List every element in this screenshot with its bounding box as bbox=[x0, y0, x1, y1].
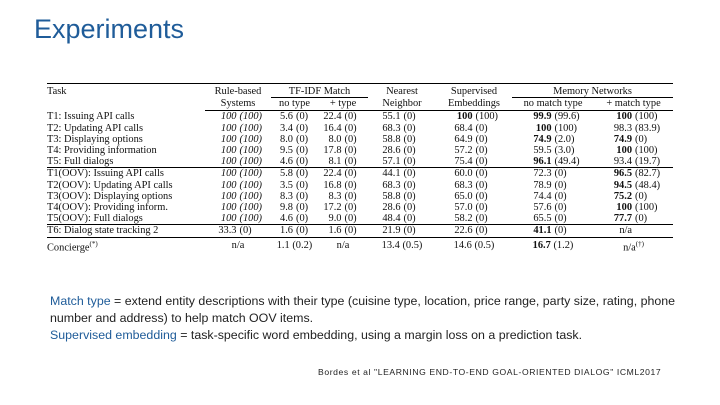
paren-value: (100) bbox=[239, 156, 263, 168]
cell-tfidf-no bbox=[271, 156, 318, 168]
paren-value: (1.2) bbox=[553, 240, 574, 252]
value: n/a bbox=[619, 225, 633, 237]
paren-value: (0) bbox=[403, 190, 416, 202]
paren-value: (0) bbox=[403, 179, 416, 191]
paren-value: (0) bbox=[554, 225, 567, 237]
table-row bbox=[47, 134, 673, 145]
paren-value: (99.6) bbox=[554, 111, 580, 123]
value: 1.1 bbox=[276, 240, 290, 252]
cell-task: T1(OOV): Issuing API calls bbox=[47, 168, 205, 180]
paren-value: (0) bbox=[403, 145, 416, 157]
paren-value: (0) bbox=[296, 168, 309, 180]
header-supervised-2: Embeddings bbox=[436, 98, 512, 111]
value: 1.6 bbox=[328, 225, 342, 237]
header-task: Task bbox=[47, 86, 67, 97]
paren-value: (100) bbox=[635, 202, 658, 214]
cell-nearest bbox=[368, 168, 436, 180]
cell-tfidf-no bbox=[271, 168, 318, 180]
cell-task: T3: Displaying options bbox=[47, 133, 143, 145]
cell-tfidf-no bbox=[271, 225, 318, 237]
value: 64.9 bbox=[454, 133, 473, 145]
value: n/a bbox=[623, 242, 636, 254]
cell-memnet-plus bbox=[594, 225, 673, 237]
paren-value: (0) bbox=[635, 133, 648, 145]
cell-rule-based bbox=[205, 168, 271, 180]
paren-value: (19.7) bbox=[635, 156, 661, 168]
cell-memnet-plus bbox=[594, 134, 673, 145]
value: 100 bbox=[220, 156, 237, 168]
value: 59.5 bbox=[533, 145, 552, 157]
paren-value: (0) bbox=[344, 168, 357, 180]
value: 5.6 bbox=[280, 111, 293, 123]
value: 13.4 bbox=[381, 240, 400, 252]
value: 57.1 bbox=[382, 156, 401, 168]
paren-value: (0) bbox=[344, 111, 357, 123]
paren-value: (0.2) bbox=[292, 240, 313, 252]
value: 14.6 bbox=[453, 240, 472, 252]
cell-memnet-plus bbox=[594, 168, 673, 180]
table-row bbox=[47, 168, 673, 180]
header-tfidf-plus-type: + type bbox=[318, 98, 368, 111]
paren-value: (0) bbox=[344, 133, 357, 145]
cell-memnet-no bbox=[512, 191, 594, 202]
value: 60.0 bbox=[454, 168, 473, 180]
paren-value: (0.5) bbox=[402, 240, 423, 252]
value: 68.4 bbox=[454, 122, 473, 134]
cell-memnet-plus bbox=[594, 111, 673, 123]
cell-memnet-no bbox=[512, 111, 594, 123]
value: 96.5 bbox=[613, 168, 633, 180]
paren-value: (0) bbox=[344, 156, 357, 168]
paren-value: (0) bbox=[296, 111, 309, 123]
paren-value: (0) bbox=[475, 168, 488, 180]
paren-value: (0) bbox=[403, 213, 416, 225]
cell-supervised bbox=[436, 123, 512, 134]
value: 17.2 bbox=[323, 202, 342, 214]
cell-tfidf-no bbox=[271, 123, 318, 134]
cell-rule-based bbox=[205, 202, 271, 213]
paren-value: (0) bbox=[554, 202, 567, 214]
paren-value: (0) bbox=[296, 190, 309, 202]
cell-task: T6: Dialog state tracking 2 bbox=[47, 225, 205, 237]
value: 98.3 bbox=[613, 122, 633, 134]
value: 100 bbox=[220, 111, 237, 123]
value: 94.5 bbox=[613, 179, 633, 191]
citation: Bordes et al "LEARNING END-TO-END GOAL-ORIENTED DIALOG" ICML2017 bbox=[318, 367, 662, 377]
value: 68.3 bbox=[454, 179, 473, 191]
cell-nearest bbox=[368, 134, 436, 145]
results-table bbox=[47, 83, 673, 280]
cell-memnet-plus bbox=[594, 202, 673, 213]
value: 8.1 bbox=[328, 156, 342, 168]
cell-rule-based bbox=[205, 111, 271, 123]
table-row bbox=[47, 202, 673, 213]
cell-rule-based bbox=[205, 123, 271, 134]
value: 100 bbox=[220, 145, 237, 157]
cell-tfidf-plus bbox=[318, 180, 368, 191]
cell-nearest bbox=[368, 123, 436, 134]
paren-value: (0) bbox=[403, 133, 416, 145]
supervised-embedding-term: Supervised embedding bbox=[50, 328, 177, 342]
cell-memnet-plus bbox=[594, 191, 673, 202]
value: 72.3 bbox=[533, 168, 552, 180]
paren-value: (2.0) bbox=[554, 133, 575, 145]
value: 100 bbox=[220, 122, 237, 134]
value: 100 bbox=[535, 122, 552, 134]
header-rule-based-1: Rule-based bbox=[214, 86, 262, 97]
cell-memnet-no bbox=[512, 225, 594, 237]
table-row bbox=[47, 191, 673, 202]
paren-value: (3.0) bbox=[554, 145, 575, 157]
cell-supervised bbox=[436, 134, 512, 145]
cell-nearest bbox=[368, 145, 436, 156]
header-memnet-no-match: no match type bbox=[512, 98, 594, 111]
value: 100 bbox=[616, 202, 633, 214]
cell-memnet-no bbox=[512, 168, 594, 180]
table-row bbox=[47, 111, 673, 123]
cell-rule-based bbox=[205, 213, 271, 225]
value: 16.4 bbox=[323, 122, 342, 134]
paren-value: (100) bbox=[239, 202, 263, 214]
cell-memnet-plus bbox=[594, 156, 673, 168]
value: 41.1 bbox=[533, 225, 552, 237]
value: 58.2 bbox=[454, 213, 473, 225]
concierge-dagger-sup: (†) bbox=[635, 239, 644, 248]
value: 5.8 bbox=[280, 168, 293, 180]
cell-nearest bbox=[368, 213, 436, 225]
paren-value: (100) bbox=[239, 111, 263, 123]
value: 74.4 bbox=[533, 190, 552, 202]
value: 44.1 bbox=[382, 168, 401, 180]
value: 68.3 bbox=[382, 179, 401, 191]
paren-value: (48.4) bbox=[635, 179, 661, 191]
match-type-term: Match type bbox=[50, 294, 111, 308]
cell-task: T2(OOV): Updating API calls bbox=[47, 179, 173, 191]
value: 28.6 bbox=[382, 202, 401, 214]
cell-rule-based bbox=[205, 145, 271, 156]
cell-supervised bbox=[436, 191, 512, 202]
value: 100 bbox=[220, 213, 237, 225]
paren-value: (100) bbox=[239, 190, 263, 202]
header-memnet-plus-match: + match type bbox=[594, 98, 673, 111]
value: 4.6 bbox=[280, 156, 293, 168]
value: 57.6 bbox=[533, 202, 552, 214]
paren-value: (0) bbox=[635, 190, 648, 202]
paren-value: (0) bbox=[403, 156, 416, 168]
paren-value: (0) bbox=[344, 202, 357, 214]
paren-value: (100) bbox=[239, 168, 263, 180]
cell-tfidf-plus bbox=[318, 156, 368, 168]
cell-nearest bbox=[368, 202, 436, 213]
value: 28.6 bbox=[382, 145, 401, 157]
cell-rule-based bbox=[205, 191, 271, 202]
paren-value: (0) bbox=[635, 213, 648, 225]
header-tfidf: TF-IDF Match bbox=[271, 84, 368, 98]
paren-value: (100) bbox=[554, 122, 578, 134]
table-row bbox=[47, 213, 673, 225]
cell-task: T4: Providing information bbox=[47, 145, 157, 157]
value: 9.0 bbox=[328, 213, 342, 225]
slide-title: Experiments bbox=[34, 14, 185, 44]
value: 78.9 bbox=[533, 179, 552, 191]
cell-tfidf-no bbox=[271, 111, 318, 123]
cell-nearest bbox=[368, 180, 436, 191]
table-row bbox=[47, 123, 673, 134]
value: 100 bbox=[616, 145, 633, 157]
cell-memnet-no bbox=[512, 123, 594, 134]
value: 100 bbox=[220, 202, 237, 214]
cell-tfidf-plus bbox=[318, 111, 368, 123]
cell-tfidf-plus bbox=[318, 168, 368, 180]
paren-value: (0) bbox=[296, 179, 309, 191]
value: 33.3 bbox=[218, 225, 237, 237]
supervised-embedding-definition: = task-specific word embedding, using a margin loss on a prediction task. bbox=[176, 328, 583, 342]
header-rule-based-2: Systems bbox=[205, 98, 271, 111]
value: 68.3 bbox=[382, 122, 401, 134]
cell-supervised bbox=[436, 213, 512, 225]
cell-nearest bbox=[368, 237, 436, 253]
header-nearest-2: Neighbor bbox=[368, 98, 436, 111]
paren-value: (100) bbox=[635, 111, 658, 123]
paren-value: (0) bbox=[403, 202, 416, 214]
value: 100 bbox=[220, 133, 237, 145]
value: 22.4 bbox=[323, 168, 342, 180]
table-row bbox=[47, 180, 673, 191]
paren-value: (0) bbox=[296, 145, 309, 157]
value: 74.9 bbox=[533, 133, 552, 145]
header-supervised-1: Supervised bbox=[450, 86, 498, 97]
paren-value: (0) bbox=[403, 225, 416, 237]
paren-value: (0) bbox=[475, 225, 488, 237]
paren-value: (100) bbox=[239, 122, 263, 134]
table-body bbox=[47, 111, 673, 237]
cell-tfidf-no bbox=[271, 191, 318, 202]
paren-value: (0) bbox=[403, 168, 416, 180]
paren-value: (0) bbox=[344, 190, 357, 202]
cell-memnet-plus bbox=[594, 123, 673, 134]
value: 9.5 bbox=[280, 145, 293, 157]
cell-memnet-plus bbox=[594, 145, 673, 156]
value: 100 bbox=[220, 168, 237, 180]
paren-value: (0) bbox=[296, 156, 309, 168]
paren-value: (100) bbox=[635, 145, 658, 157]
value: 1.6 bbox=[280, 225, 293, 237]
paren-value: (0) bbox=[344, 213, 357, 225]
paren-value: (0) bbox=[475, 179, 488, 191]
cell-tfidf-plus bbox=[318, 145, 368, 156]
value: 99.9 bbox=[533, 111, 552, 123]
cell-supervised bbox=[436, 225, 512, 237]
cell-memnet-no bbox=[512, 156, 594, 168]
paren-value: (0) bbox=[296, 122, 309, 134]
cell-memnet-no bbox=[512, 202, 594, 213]
paren-value: (0) bbox=[296, 213, 309, 225]
value: 8.3 bbox=[328, 190, 342, 202]
value: 75.4 bbox=[454, 156, 473, 168]
cell-memnet-plus bbox=[594, 180, 673, 191]
cell-supervised bbox=[436, 111, 512, 123]
cell-tfidf-no bbox=[271, 134, 318, 145]
paren-value: (0) bbox=[296, 225, 309, 237]
value: 55.1 bbox=[382, 111, 401, 123]
cell-tfidf-plus: n/a bbox=[318, 237, 368, 253]
value: 16.8 bbox=[323, 179, 342, 191]
description bbox=[50, 293, 690, 344]
value: 22.6 bbox=[454, 225, 473, 237]
value: 3.5 bbox=[280, 179, 293, 191]
cell-memnet-plus bbox=[594, 213, 673, 225]
cell-nearest bbox=[368, 191, 436, 202]
cell-tfidf-plus bbox=[318, 225, 368, 237]
value: 75.2 bbox=[613, 190, 633, 202]
header-tfidf-no-type: no type bbox=[271, 98, 318, 111]
paren-value: (0) bbox=[344, 122, 357, 134]
paren-value: (0) bbox=[475, 190, 488, 202]
value: 100 bbox=[616, 111, 633, 123]
cell-memnet-no bbox=[512, 134, 594, 145]
cell-memnet-no bbox=[512, 237, 594, 253]
paren-value: (0) bbox=[239, 225, 252, 237]
cell-task: T5: Full dialogs bbox=[47, 156, 114, 168]
paren-value: (0) bbox=[475, 213, 488, 225]
cell-tfidf-no bbox=[271, 202, 318, 213]
cell-supervised bbox=[436, 145, 512, 156]
cell-memnet-no bbox=[512, 145, 594, 156]
table-row bbox=[47, 145, 673, 156]
table-row bbox=[47, 225, 673, 237]
cell-task: T5(OOV): Full dialogs bbox=[47, 213, 143, 225]
paren-value: (0) bbox=[554, 168, 567, 180]
header-memnet: Memory Networks bbox=[512, 84, 673, 98]
cell-supervised bbox=[436, 202, 512, 213]
value: 9.8 bbox=[280, 202, 293, 214]
cell-tfidf-plus bbox=[318, 134, 368, 145]
cell-task: T3(OOV): Displaying options bbox=[47, 190, 173, 202]
match-type-definition: = extend entity descriptions with their type (cuisine type, location, price range, party size, rating, phone number and address) to help match OOV items. bbox=[50, 294, 676, 325]
value: 58.8 bbox=[382, 133, 401, 145]
paren-value: (100) bbox=[239, 179, 263, 191]
cell-rule-based: n/a bbox=[205, 237, 271, 253]
value: 65.0 bbox=[454, 190, 473, 202]
cell-tfidf-no bbox=[271, 213, 318, 225]
value: 100 bbox=[220, 190, 237, 202]
table-row bbox=[47, 156, 673, 168]
cell-tfidf-plus bbox=[318, 123, 368, 134]
value: 22.4 bbox=[323, 111, 342, 123]
paren-value: (0) bbox=[475, 202, 488, 214]
value: 4.6 bbox=[280, 213, 293, 225]
value: 8.0 bbox=[280, 133, 293, 145]
value: 100 bbox=[220, 179, 237, 191]
concierge-label: Concierge bbox=[47, 242, 90, 254]
cell-memnet-no bbox=[512, 180, 594, 191]
cell-tfidf-no bbox=[271, 145, 318, 156]
paren-value: (100) bbox=[239, 145, 263, 157]
paren-value: (0) bbox=[344, 225, 357, 237]
paren-value: (0) bbox=[475, 145, 488, 157]
paren-value: (83.9) bbox=[635, 122, 661, 134]
paren-value: (0) bbox=[403, 122, 416, 134]
paren-value: (0) bbox=[296, 202, 309, 214]
cell-task: T1: Issuing API calls bbox=[47, 111, 135, 123]
paren-value: (0) bbox=[344, 145, 357, 157]
cell-supervised bbox=[436, 180, 512, 191]
table-row-concierge bbox=[47, 237, 673, 253]
cell-nearest bbox=[368, 225, 436, 237]
cell-nearest bbox=[368, 156, 436, 168]
cell-tfidf-no bbox=[271, 180, 318, 191]
paren-value: (0) bbox=[554, 179, 567, 191]
header-nearest-1: Nearest bbox=[386, 86, 418, 97]
paren-value: (0) bbox=[475, 122, 488, 134]
paren-value: (49.4) bbox=[554, 156, 580, 168]
cell-rule-based bbox=[205, 225, 271, 237]
paren-value: (100) bbox=[475, 111, 499, 123]
value: 57.0 bbox=[454, 202, 473, 214]
paren-value: (0) bbox=[344, 179, 357, 191]
cell-supervised bbox=[436, 156, 512, 168]
concierge-sup: (*) bbox=[89, 239, 98, 248]
paren-value: (100) bbox=[239, 213, 263, 225]
paren-value: (100) bbox=[239, 133, 263, 145]
cell-memnet-no bbox=[512, 213, 594, 225]
paren-value: (0) bbox=[554, 190, 567, 202]
paren-value: (0) bbox=[475, 133, 488, 145]
paren-value: (0) bbox=[554, 213, 567, 225]
value: 8.3 bbox=[280, 190, 293, 202]
cell-tfidf-no bbox=[271, 237, 318, 253]
value: 16.7 bbox=[532, 240, 551, 252]
cell-supervised bbox=[436, 237, 512, 253]
value: 21.9 bbox=[382, 225, 401, 237]
value: 74.9 bbox=[613, 133, 633, 145]
value: 17.8 bbox=[323, 145, 342, 157]
value: 48.4 bbox=[382, 213, 401, 225]
value: 58.8 bbox=[382, 190, 401, 202]
cell-task: T4(OOV): Providing inform. bbox=[47, 202, 168, 214]
paren-value bbox=[635, 225, 661, 236]
paren-value: (0) bbox=[403, 111, 416, 123]
value: 8.0 bbox=[328, 133, 342, 145]
paren-value: (0) bbox=[475, 156, 488, 168]
cell-supervised bbox=[436, 168, 512, 180]
cell-memnet-plus bbox=[594, 237, 673, 253]
cell-rule-based bbox=[205, 134, 271, 145]
paren-value: (0) bbox=[296, 133, 309, 145]
cell-rule-based bbox=[205, 180, 271, 191]
value: 3.4 bbox=[280, 122, 293, 134]
value: 93.4 bbox=[613, 156, 633, 168]
paren-value: (82.7) bbox=[635, 168, 661, 180]
cell-nearest bbox=[368, 111, 436, 123]
cell-tfidf-plus bbox=[318, 191, 368, 202]
value: 77.7 bbox=[613, 213, 633, 225]
value: 100 bbox=[456, 111, 473, 123]
value: 96.1 bbox=[533, 156, 552, 168]
cell-tfidf-plus bbox=[318, 202, 368, 213]
cell-task: T2: Updating API calls bbox=[47, 122, 144, 134]
paren-value: (0.5) bbox=[474, 240, 495, 252]
cell-tfidf-plus bbox=[318, 213, 368, 225]
value: 57.2 bbox=[454, 145, 473, 157]
cell-task bbox=[47, 237, 205, 253]
cell-rule-based bbox=[205, 156, 271, 168]
value: 65.5 bbox=[533, 213, 552, 225]
